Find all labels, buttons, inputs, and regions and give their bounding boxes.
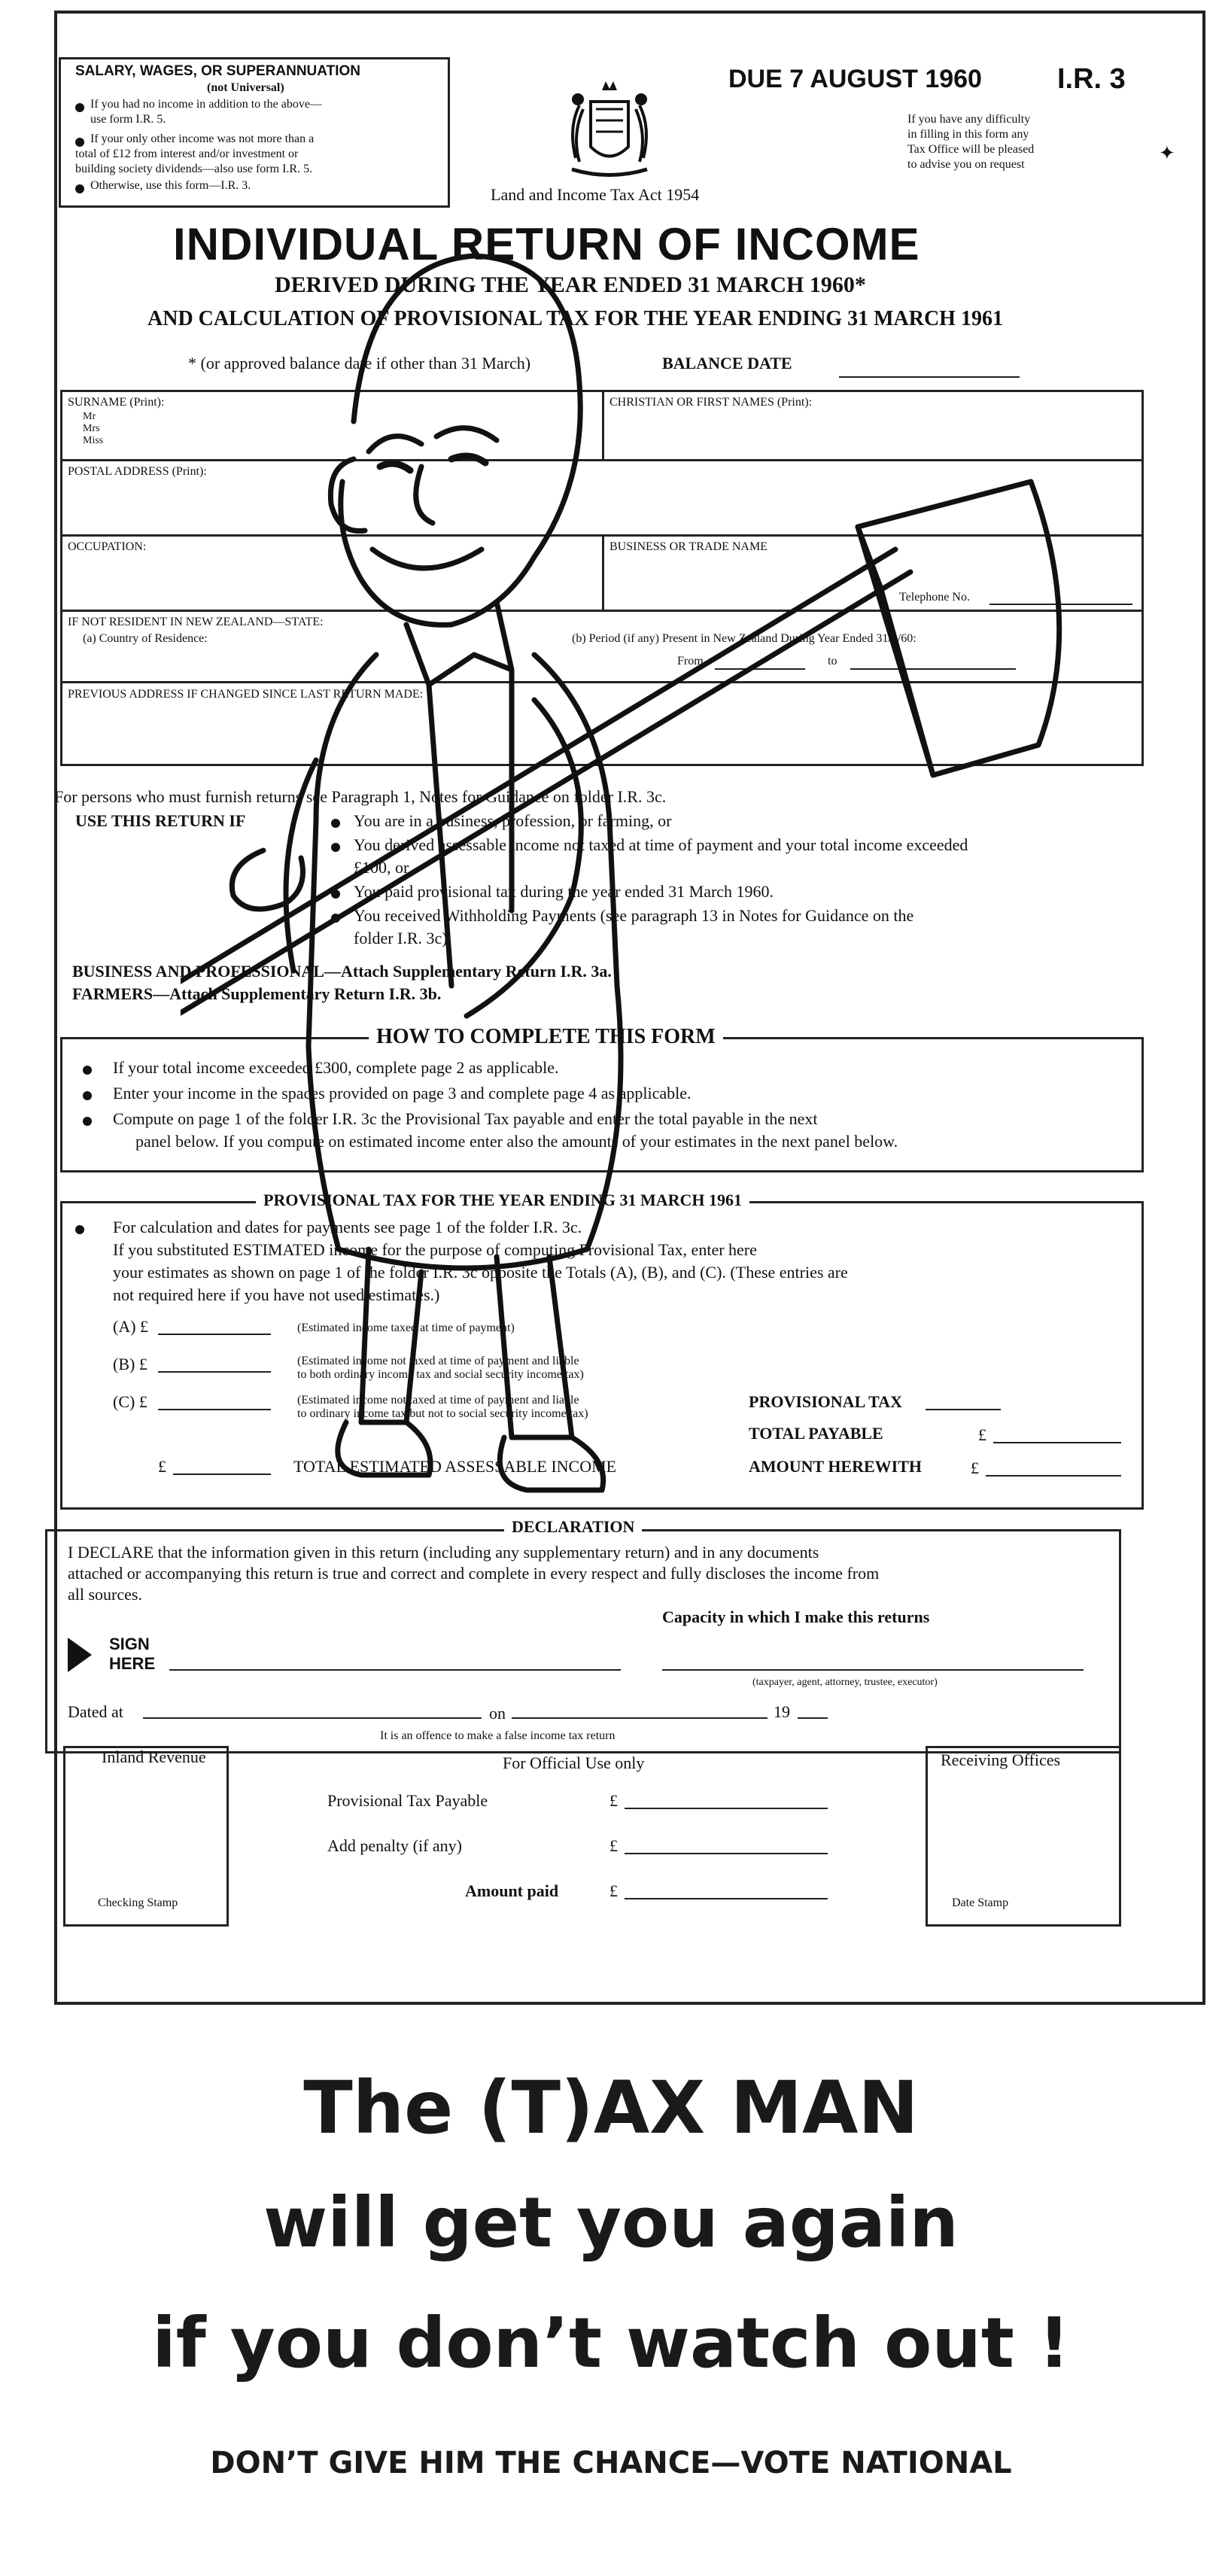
poster-headline-2: will get you again — [263, 2182, 959, 2263]
dated-year-label: 19 — [774, 1702, 790, 1721]
penalty-input[interactable] — [625, 1853, 828, 1854]
farmers-supplement-note: FARMERS—Attach Supplementary Return I.R. 3b. — [72, 984, 442, 1003]
capacity-input[interactable] — [662, 1669, 1084, 1671]
estimate-a-desc: (Estimated income taxed at time of payment) — [297, 1321, 515, 1334]
salary-bullet-1a: If you had no income in addition to the above— — [90, 98, 322, 111]
period-from-label: From — [677, 655, 704, 668]
declaration-text-2: attached or accompanying this return is true and correct and complete in every respect and fully discloses the income from — [68, 1564, 880, 1583]
salary-bullet-2b: total of £12 from interest and/or investment or — [75, 148, 299, 160]
prov-line-3: your estimates as shown on page 1 of the folder I.R. 3c opposite the Totals (A), (B), and (C). (These entries are — [113, 1263, 848, 1282]
balance-date-label: BALANCE DATE — [662, 354, 792, 373]
total-estimated-pound: £ — [158, 1457, 166, 1476]
amount-herewith-pound: £ — [971, 1458, 979, 1477]
dated-on-label: on — [489, 1704, 506, 1723]
poster-headline-1: The (T)AX MAN — [303, 2066, 919, 2150]
christian-names-label: CHRISTIAN OR FIRST NAMES (Print): — [609, 396, 813, 409]
signature-input[interactable] — [169, 1669, 621, 1671]
declaration-text-1: I DECLARE that the information given in this return (including any supplementary return) and in any documents — [68, 1543, 819, 1562]
how-item-2: Enter your income in the spaces provided on page 3 and complete page 4 as applicable. — [113, 1084, 692, 1102]
official-use-label: For Official Use only — [503, 1753, 645, 1772]
amount-paid-label: Amount paid — [465, 1881, 559, 1900]
capacity-note: (taxpayer, agent, attorney, trustee, executor) — [752, 1677, 938, 1688]
due-date: DUE 7 AUGUST 1960 — [728, 65, 982, 93]
bullet-icon — [83, 1091, 92, 1100]
bullet-icon — [83, 1066, 92, 1075]
sign-label-2: HERE — [109, 1654, 156, 1673]
bullet-icon — [75, 138, 84, 147]
difficulty-note-1: If you have any difficulty — [907, 113, 1031, 126]
prov-line-4: not required here if you have not used estimates.) — [113, 1285, 440, 1304]
salary-bullet-2a: If your only other income was not more than a — [90, 132, 315, 145]
inland-revenue-label: Inland Revenue — [102, 1747, 206, 1766]
estimate-b-desc-1: (Estimated income not taxed at time of payment and liable — [297, 1355, 579, 1367]
estimate-c-desc-2: to ordinary income tax but not to social security income tax) — [297, 1407, 588, 1420]
how-item-3: Compute on page 1 of the folder I.R. 3c the Provisional Tax payable and enter the total payable in the next — [113, 1109, 818, 1128]
previous-address-label: PREVIOUS ADDRESS IF CHANGED SINCE LAST RETURN MADE: — [68, 688, 424, 701]
dated-on-input[interactable] — [512, 1717, 768, 1719]
coat-of-arms-icon — [549, 75, 670, 188]
postal-address-label: POSTAL ADDRESS (Print): — [68, 465, 207, 478]
use-item-3: You paid provisional tax during the year ended 31 March 1960. — [354, 882, 774, 901]
provisional-tax-heading: PROVISIONAL TAX FOR THE YEAR ENDING 31 MARCH 1961 — [256, 1191, 749, 1210]
amount-paid-pound: £ — [609, 1881, 618, 1900]
period-label: (b) Period (if any) Present in New Zealand During Year Ended 31/3/60: — [572, 632, 917, 645]
date-stamp-label: Date Stamp — [952, 1896, 1009, 1909]
use-item-1: You are in a business, profession, or farming, or — [354, 811, 672, 830]
period-to-label: to — [828, 655, 837, 668]
salary-box-subtitle: (not Universal) — [207, 81, 284, 94]
difficulty-note-4: to advise you on request — [907, 158, 1025, 171]
tax-man-cartoon-illustration — [181, 233, 1114, 1588]
how-to-heading: HOW TO COMPLETE THIS FORM — [369, 1025, 723, 1049]
balance-date-prefix: * (or approved balance date if other than 31 March) — [188, 354, 531, 373]
receiving-offices-label: Receiving Offices — [941, 1750, 1061, 1769]
title-mr: Mr — [83, 411, 96, 422]
amount-paid-input[interactable] — [625, 1898, 828, 1899]
bullet-icon — [75, 103, 84, 112]
arrow-right-icon — [66, 1636, 93, 1674]
use-item-2: You derived assessable income not taxed at time of payment and your total income exceeded — [354, 835, 968, 854]
prov-tax-payable-input[interactable] — [625, 1808, 828, 1809]
business-supplement-note: BUSINESS AND PROFESSIONAL—Attach Supplementary Return I.R. 3a. — [72, 962, 612, 981]
offence-note: It is an offence to make a false income tax return — [380, 1729, 616, 1742]
not-resident-label: IF NOT RESIDENT IN NEW ZEALAND—STATE: — [68, 616, 324, 628]
how-item-3b: panel below. If you compute on estimated income enter also the amounts of your estimates in the next panel below. — [135, 1132, 898, 1151]
prov-line-2: If you substituted ESTIMATED income for the purpose of computing Provisional Tax, enter here — [113, 1240, 757, 1259]
form-code: I.R. 3 — [1057, 63, 1126, 95]
capacity-label: Capacity in which I make this returns — [662, 1607, 930, 1626]
sign-label-1: SIGN — [109, 1635, 150, 1653]
estimate-c-label: (C) £ — [113, 1392, 147, 1411]
use-item-2b: £100, or — [354, 858, 409, 877]
country-label: (a) Country of Residence: — [83, 632, 208, 645]
penalty-label: Add penalty (if any) — [327, 1836, 462, 1855]
dated-at-input[interactable] — [143, 1717, 482, 1719]
declaration-heading: DECLARATION — [504, 1517, 642, 1537]
vote-slogan: DON’T GIVE HIM THE CHANCE—VOTE NATIONAL — [210, 2446, 1012, 2480]
difficulty-note-3: Tax Office will be pleased — [907, 143, 1035, 156]
estimate-a-label: (A) £ — [113, 1317, 149, 1336]
telephone-label: Telephone No. — [899, 591, 970, 604]
prov-line-1: For calculation and dates for payments see page 1 of the folder I.R. 3c. — [113, 1218, 582, 1236]
salary-bullet-1b: use form I.R. 5. — [90, 113, 166, 126]
form-title: INDIVIDUAL RETURN OF INCOME — [173, 219, 920, 269]
provisional-tax-label: PROVISIONAL TAX — [749, 1392, 902, 1411]
surname-label: SURNAME (Print): — [68, 396, 165, 409]
prov-payable-pound: £ — [609, 1791, 618, 1810]
dated-year-input[interactable] — [798, 1717, 828, 1719]
persons-note: For persons who must furnish returns see Paragraph 1, Notes for Guidance on folder I.R. 3c. — [54, 787, 667, 806]
bullet-icon — [75, 184, 84, 193]
penalty-pound: £ — [609, 1836, 618, 1855]
use-item-4b: folder I.R. 3c). — [354, 929, 452, 947]
difficulty-note-2: in filling in this form any — [907, 128, 1029, 141]
salary-box-title: SALARY, WAGES, OR SUPERANNUATION — [75, 63, 360, 79]
title-mrs: Mrs — [83, 423, 100, 434]
business-name-label: BUSINESS OR TRADE NAME — [609, 540, 768, 553]
total-payable-label: TOTAL PAYABLE — [749, 1424, 883, 1443]
bullet-icon — [75, 1225, 84, 1234]
occupation-label: OCCUPATION: — [68, 540, 147, 553]
amount-herewith-label: AMOUNT HEREWITH — [749, 1457, 923, 1476]
checking-stamp-label: Checking Stamp — [98, 1896, 178, 1909]
estimate-c-desc-1: (Estimated income not taxed at time of payment and liable — [297, 1394, 579, 1407]
use-return-label: USE THIS RETURN IF — [75, 811, 246, 830]
how-item-1: If your total income exceeded £300, complete page 2 as applicable. — [113, 1058, 559, 1077]
total-estimated-label: TOTAL ESTIMATED ASSESSABLE INCOME — [293, 1457, 617, 1476]
poster-headline-3: if you don’t watch out ! — [152, 2303, 1070, 2383]
use-item-4: You received Withholding Payments (see paragraph 13 in Notes for Guidance on the — [354, 906, 914, 925]
salary-bullet-3: Otherwise, use this form—I.R. 3. — [90, 179, 251, 192]
estimate-b-label: (B) £ — [113, 1355, 147, 1373]
estimate-b-desc-2: to both ordinary income tax and social security income tax) — [297, 1368, 584, 1381]
salary-bullet-2c: building society dividends—also use form I.R. 5. — [75, 163, 313, 175]
prov-tax-payable-label: Provisional Tax Payable — [327, 1791, 488, 1810]
form-subtitle-2: AND CALCULATION OF PROVISIONAL TAX FOR THE YEAR ENDING 31 MARCH 1961 — [147, 307, 1003, 330]
total-payable-pound: £ — [978, 1425, 986, 1444]
margin-mark: ✦ — [1159, 141, 1175, 164]
declaration-text-3: all sources. — [68, 1585, 142, 1604]
dated-at-label: Dated at — [68, 1702, 123, 1721]
bullet-icon — [83, 1117, 92, 1126]
form-subtitle-1: DERIVED DURING THE YEAR ENDED 31 MARCH 1960* — [275, 272, 866, 297]
act-name: Land and Income Tax Act 1954 — [491, 185, 700, 204]
title-miss: Miss — [83, 435, 104, 446]
